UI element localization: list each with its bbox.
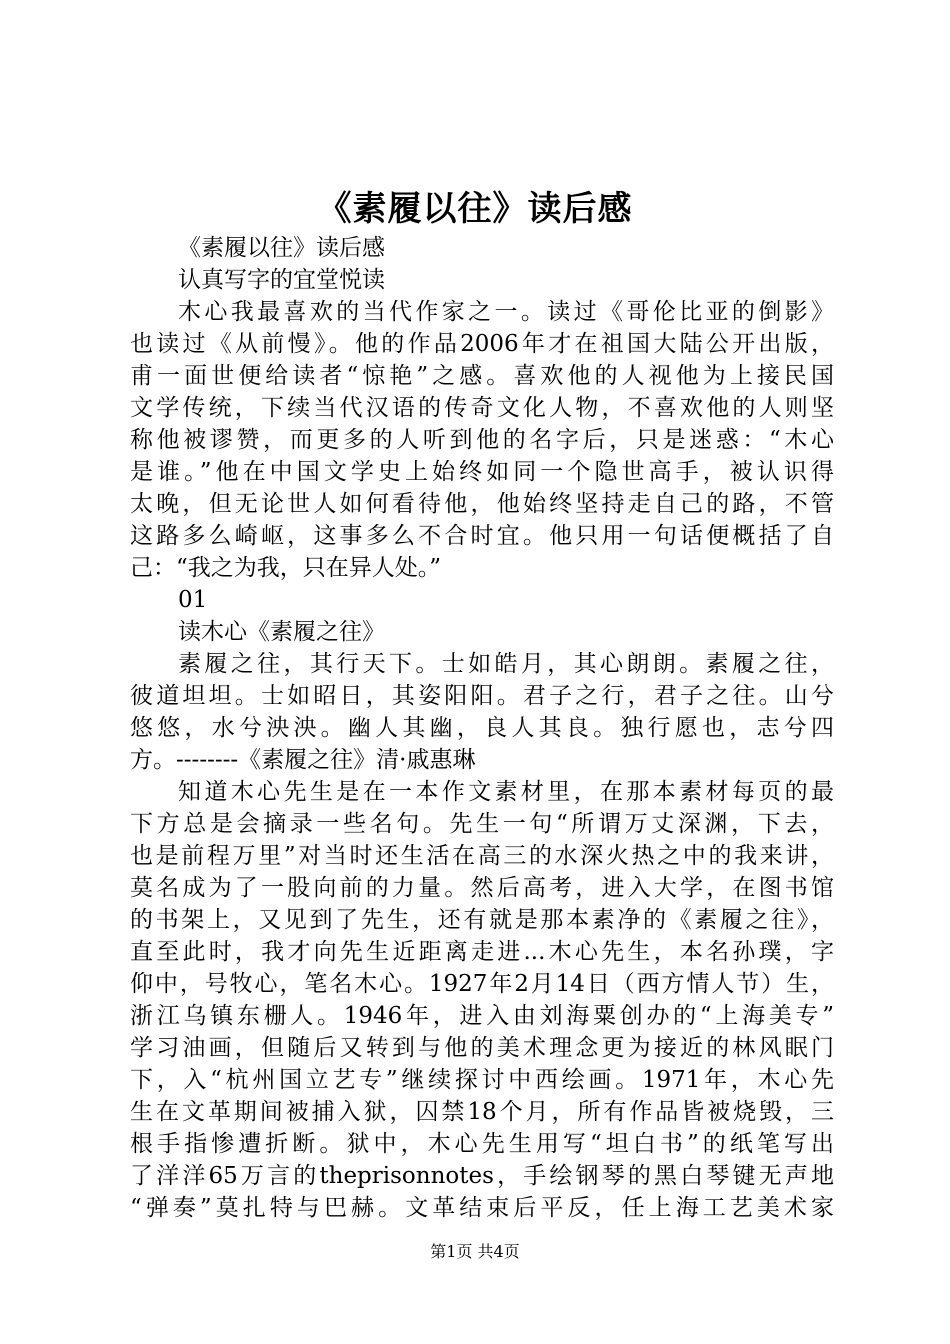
section-number: 01 — [178, 587, 208, 613]
text-line: 认真写字的宜堂悦读 — [178, 267, 385, 293]
text-line: 也是前程万里”对当时还生活在高三的水深火热之中的我来讲， — [130, 843, 834, 869]
text-line: 彼道坦坦。士如昭日，其姿阳阳。君子之行，君子之往。山兮 — [130, 683, 834, 709]
text-line: “弹奏”莫扎特与巴赫。文革结束后平反，任上海工艺美术家 — [130, 1195, 834, 1221]
document-title: 《素履以往》读后感 — [317, 189, 633, 229]
text-line: 直至此时，我才向先生近距离走进...木心先生，本名孙璞，字 — [130, 939, 834, 965]
text-line: 生在文革期间被捕入狱，囚禁18个月，所有作品皆被烧毁，三 — [130, 1099, 834, 1125]
text-line: 也读过《从前慢》。他的作品2006年才在祖国大陆公开出版， — [130, 331, 834, 357]
text-line: 木心我最喜欢的当代作家之一。读过《哥伦比亚的倒影》 — [178, 299, 834, 325]
text-line: 浙江乌镇东栅人。1946年，进入由刘海粟创办的“上海美专” — [130, 1003, 834, 1029]
text-line: 甫一面世便给读者“惊艳”之感。喜欢他的人视他为上接民国 — [130, 363, 834, 389]
text-line: 仰中，号牧心，笔名木心。1927年2月14日（西方情人节）生， — [130, 971, 834, 997]
text-line: 莫名成为了一股向前的力量。然后高考，进入大学，在图书馆 — [130, 875, 834, 901]
text-line: 知道木心先生是在一本作文素材里，在那本素材每页的最 — [178, 779, 834, 805]
section-heading: 读木心《素履之往》 — [178, 619, 385, 645]
text-line: 的书架上，又见到了先生，还有就是那本素净的《素履之往》， — [130, 907, 834, 933]
text-line: 太晚，但无论世人如何看待他，他始终坚持走自己的路，不管 — [130, 491, 834, 517]
text-line: 学习油画，但随后又转到与他的美术理念更为接近的林风眠门 — [130, 1035, 834, 1061]
document-body — [130, 232, 834, 1224]
text-line: 方。--------《素履之往》清·戚惠琳 — [130, 747, 476, 773]
text-line: 是谁。”他在中国文学史上始终如同一个隐世高手，被认识得 — [130, 459, 834, 485]
page-footer: 第1页 共4页 — [430, 1242, 520, 1261]
text-line: 下，入“杭州国立艺专”继续探讨中西绘画。1971年，木心先 — [130, 1067, 834, 1093]
text-line: 悠悠，水兮泱泱。幽人其幽，良人其良。独行愿也，志兮四 — [130, 715, 834, 741]
text-line: 《素履以往》读后感 — [178, 235, 385, 261]
text-line: 素履之往，其行天下。士如皓月，其心朗朗。素履之往， — [178, 651, 834, 677]
text-line: 了洋洋65万言的theprisonnotes，手绘钢琴的黑白琴键无声地 — [130, 1163, 834, 1189]
text-line: 文学传统，下续当代汉语的传奇文化人物，不喜欢他的人则坚 — [130, 395, 834, 421]
text-line: 下方总是会摘录一些名句。先生一句“所谓万丈深渊，下去， — [130, 811, 834, 837]
text-line: 根手指惨遭折断。狱中，木心先生用写“坦白书”的纸笔写出 — [130, 1131, 834, 1157]
text-line: 己：“我之为我，只在异人处。” — [130, 555, 442, 581]
text-line: 称他被谬赞，而更多的人听到他的名字后，只是迷惑：“木心 — [130, 427, 834, 453]
text-line: 这路多么崎岖，这事多么不合时宜。他只用一句话便概括了自 — [130, 523, 834, 549]
